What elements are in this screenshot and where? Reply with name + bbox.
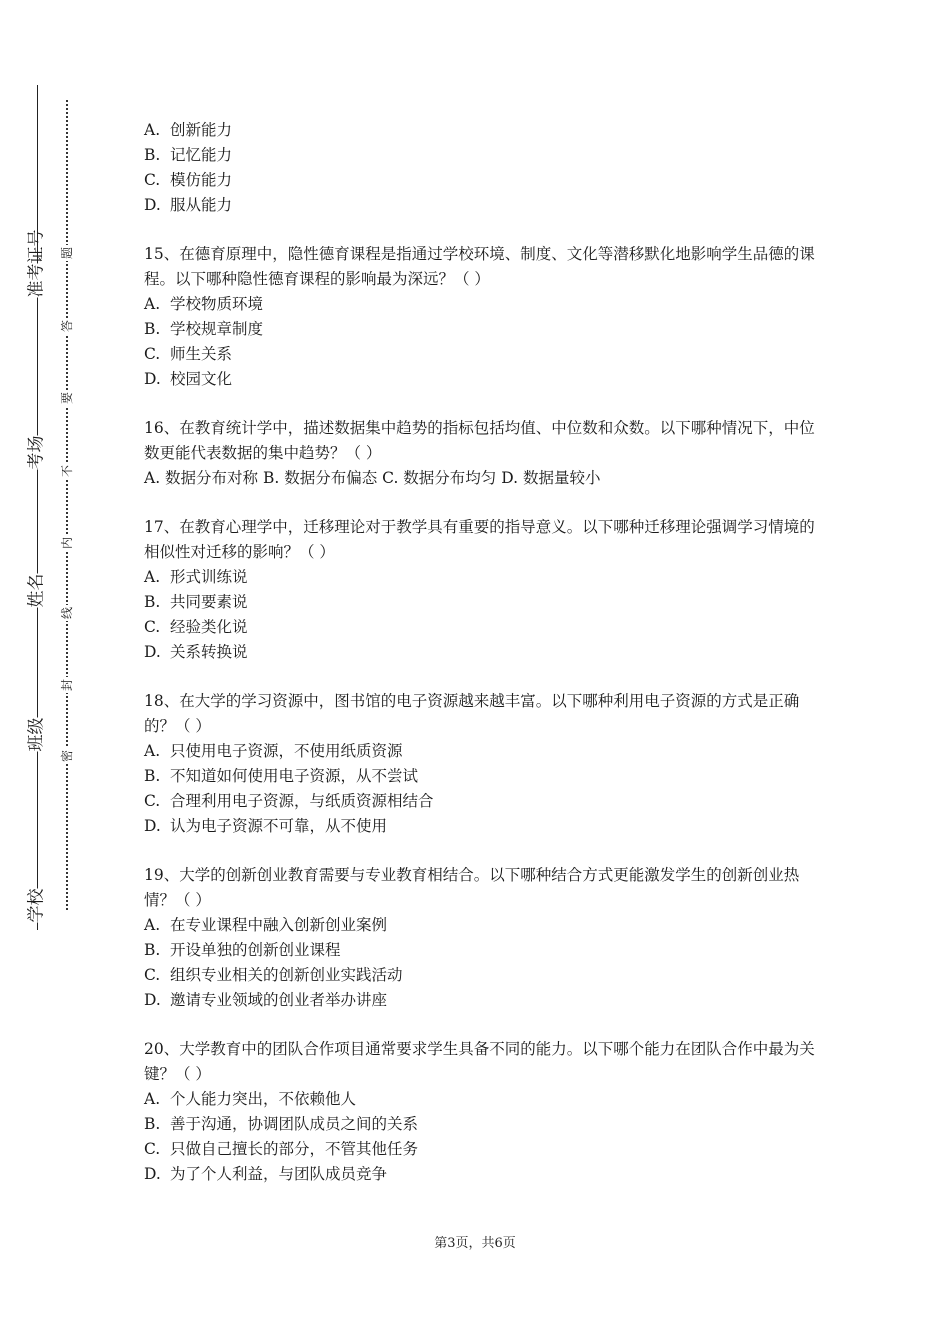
question-15 (144, 242, 824, 392)
option: B. 记忆能力 (144, 146, 233, 164)
binding-dotted-line (66, 100, 68, 910)
option: B. 学校规章制度 (144, 320, 264, 338)
binding-margin (0, 0, 90, 1344)
seal-char: 密 (60, 750, 74, 763)
question-stem: 17、在教育心理学中，迁移理论对于教学具有重要的指导意义。以下哪种迁移理论强调学习情境的相似性对迁移的影响？（ ） (144, 518, 815, 561)
option: B. 共同要素说 (144, 593, 248, 611)
option: A. 创新能力 (144, 121, 233, 139)
option: B. 不知道如何使用电子资源，从不尝试 (144, 767, 419, 785)
seal-char: 题 (60, 247, 74, 260)
option: C. 模仿能力 (144, 171, 233, 189)
field-class-label: 班级 (25, 718, 50, 752)
option: D. 认为电子资源不可靠，从不使用 (144, 817, 388, 835)
seal-char: 不 (60, 465, 74, 478)
option: D. 为了个人利益，与团队成员竞争 (144, 1165, 388, 1183)
seal-char: 内 (60, 537, 74, 550)
option: C. 合理利用电子资源，与纸质资源相结合 (144, 792, 434, 810)
option: C. 师生关系 (144, 345, 233, 363)
question-stem: 15、在德育原理中，隐性德育课程是指通过学校环境、制度、文化等潜移默化地影响学生品德的课程。以下哪种隐性德育课程的影响最为深远？（ ） (144, 245, 815, 288)
option: C. 组织专业相关的创新创业实践活动 (144, 966, 403, 984)
seal-char: 要 (60, 392, 74, 405)
question-20 (144, 1037, 824, 1187)
seal-char: 线 (60, 607, 74, 620)
option: A. 形式训练说 (144, 568, 248, 586)
field-school-label: 学校 (25, 889, 50, 923)
option: A. 只使用电子资源，不使用纸质资源 (144, 742, 403, 760)
option: A. 个人能力突出，不依赖他人 (144, 1090, 357, 1108)
question-stem: 20、大学教育中的团队合作项目通常要求学生具备不同的能力。以下哪个能力在团队合作中最为关键？（ ） (144, 1040, 815, 1083)
option: B. 善于沟通，协调团队成员之间的关系 (144, 1115, 419, 1133)
question-stem: 19、大学的创新创业教育需要与专业教育相结合。以下哪种结合方式更能激发学生的创新创业热情？（ ） (144, 866, 800, 909)
seal-char: 答 (60, 320, 74, 333)
field-exam-number-label: 准考证号 (25, 264, 50, 298)
seal-char: 封 (60, 679, 74, 692)
question-17 (144, 515, 824, 665)
option: A. 学校物质环境 (144, 295, 264, 313)
option: D. 关系转换说 (144, 643, 248, 661)
question-18 (144, 689, 824, 839)
question-content (144, 118, 824, 1211)
option: D. 服从能力 (144, 196, 233, 214)
field-exam-room-label: 考场 (25, 436, 50, 470)
option: B. 开设单独的创新创业课程 (144, 941, 341, 959)
field-name-label: 姓名 (25, 574, 50, 608)
option: A. 在专业课程中融入创新创业案例 (144, 916, 388, 934)
question-16 (144, 416, 824, 491)
option: C. 经验类化说 (144, 618, 248, 636)
question-stem: 18、在大学的学习资源中，图书馆的电子资源越来越丰富。以下哪种利用电子资源的方式是正确的？（ ） (144, 692, 800, 735)
question-stem: 16、在教育统计学中，描述数据集中趋势的指标包括均值、中位数和众数。以下哪种情况下，中位数更能代表数据的集中趋势？（ ） (144, 419, 815, 462)
question-14-options-continued (144, 118, 824, 218)
inline-options: A. 数据分布对称 B. 数据分布偏态 C. 数据分布均匀 D. 数据量较小 (144, 469, 601, 487)
option: D. 邀请专业领域的创业者举办讲座 (144, 991, 388, 1009)
option: D. 校园文化 (144, 370, 233, 388)
option: C. 只做自己擅长的部分，不管其他任务 (144, 1140, 419, 1158)
binding-solid-line (37, 85, 38, 930)
page-number: 第3页，共6页 (434, 1236, 516, 1251)
question-19 (144, 863, 824, 1013)
